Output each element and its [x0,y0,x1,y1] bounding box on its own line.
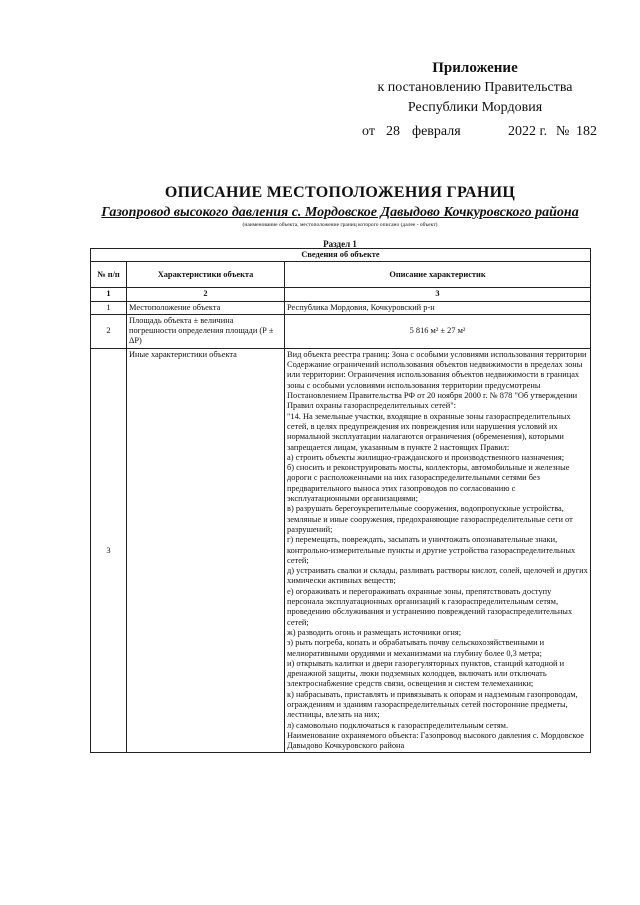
description-paragraph: к) набрасывать, приставлять и привязывать к опорам и надземным газопроводам, ограждениям и зданиям газораспределительных сетей посторонние предметы, лестницы, влезать на них; [287,689,578,720]
description-paragraph: з) рыть погреба, копать и обрабатывать почву сельскохозяйственными и мелиоративными орудиями и механизмами на глубину более 0,3 метра; [287,638,545,658]
description-paragraph: г) перемещать, повреждать, засыпать и уничтожать опознавательные знаки, контрольно-измерительные пункты и другие устройства газораспределительных сетей; [287,535,576,565]
col-number-2: 2 [127,288,285,301]
object-name: Газопровод высокого давления с. Мордовское Давыдово Кочкуровского района [101,205,579,220]
row-description [285,348,591,753]
date-prefix: от [362,124,375,139]
document-header [340,58,610,118]
row-characteristic: Площадь объекта ± величина погрешности определения площади (Р ± ΔР) [127,314,285,348]
description-paragraph: "14. На земельные участки, входящие в охранные зоны газораспределительных сетей, в целях предупреждения их повреждения или нарушения условий их нормальной эксплуатации налагаются ограничения (обременения), которыми запрещается лицам, указанным в пункте 2 настоящих Правил: [287,411,571,452]
resolution-line: к постановлению Правительства [377,80,573,95]
description-paragraph: Содержание ограничений использования объектов недвижимости в пределах зоны или территории: Ограничения использования объектов недвижимости в границах зоны с особыми условиями использования территории предусмотрены Постановлением Правительства РФ от 20 ноября 2000 г. № 878 "Об утверждении Правил охраны газораспределительных сетей": [287,360,583,411]
row-description: 5 816 м² ± 27 м² [285,314,591,348]
row-number: 1 [91,301,127,314]
section-heading: Сведения об объекте [91,249,591,262]
document-title: ОПИСАНИЕ МЕСТОПОЛОЖЕНИЯ ГРАНИЦ [164,184,516,201]
section-label: Раздел 1 [323,239,357,249]
description-paragraph: ж) разводить огонь и размещать источники огня; [287,627,462,637]
description-paragraph: а) строить объекты жилищно-гражданского и производственного назначения; [287,452,565,462]
row-characteristic: Местоположение объекта [127,301,285,314]
table-row [91,301,591,314]
table-row [91,348,591,753]
object-info-table [90,248,591,753]
number-label: № [556,124,570,139]
object-name-caption: (наименование объекта, местоположение границ которого описано (далее - объект) [242,222,438,228]
row-characteristic: Иные характеристики объекта [127,348,285,753]
description-paragraph: Вид объекта реестра границ: Зона с особыми условиями использования территории [287,349,587,359]
row-number: 2 [91,314,127,348]
date-day: 28 [386,124,400,139]
row-number: 3 [91,348,127,753]
col-number-3: 3 [285,288,591,301]
col-header-characteristics: Характеристики объекта [127,262,285,288]
date-year: 2022 г. [508,124,548,139]
table-row [91,314,591,348]
col-header-description: Описание характеристик [285,262,591,288]
document-number: 182 [576,124,597,139]
date-month: февраля [412,124,461,139]
description-paragraph: д) устраивать свалки и склады, разливать растворы кислот, солей, щелочей и других химически активных веществ; [287,566,588,586]
col-header-number: № п/п [91,262,127,288]
description-paragraph: и) открывать калитки и двери газорегуляторных пунктов, станций катодной и дренажной защиты, люки подземных колодцев, включать или отключать электроснабжение средств связи, освещения и систем телемеханики; [287,658,565,689]
description-paragraph: б) сносить и реконструировать мосты, коллекторы, автомобильные и железные дороги с расположенными на них газораспределительными сетями без предварительного выноса этих газопроводов по согласованию с эксплуатационными организациями; [287,463,570,504]
col-number-1: 1 [91,288,127,301]
description-paragraph: л) самовольно подключаться к газораспределительным сетям. [287,720,509,730]
description-paragraph: е) огораживать и перегораживать охранные зоны, препятствовать доступу персонала эксплуатационных организаций к газораспределительным сетям, проведению обслуживания и устранению повреждений газораспределительных сетей; [287,586,573,627]
government-line: Республики Мордовия [407,100,543,115]
row-description: Республика Мордовия, Кочкуровский р-н [285,301,591,314]
description-paragraph: в) разрушать берегоукрепительные сооружения, водопропускные устройства, земляные и иные сооружения, предохраняющие газораспределительные сети от разрушений; [287,504,573,534]
description-paragraph: Наименование охраняемого объекта: Газопровод высокого давления с. Мордовское Давыдово Кочкуровского района [287,730,584,751]
appendix-title: Приложение [432,60,518,76]
